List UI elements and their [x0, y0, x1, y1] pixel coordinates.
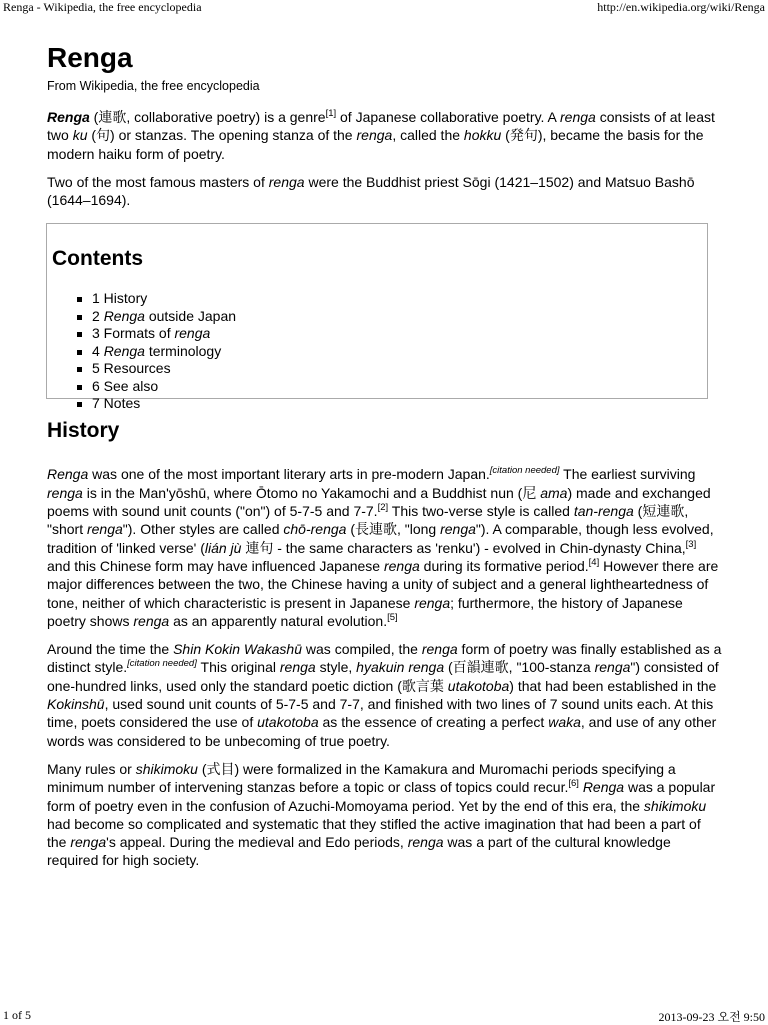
print-footer: [0, 1008, 768, 1024]
text-run: was a popular form of poetry even in the confusion of Azuchi-Momoyama period. Yet by the end of this era, the: [47, 779, 716, 814]
italic-term: chō-renga: [283, 521, 347, 538]
text-run: (短連歌, "short: [47, 503, 689, 538]
page-title: Renga: [47, 42, 133, 73]
reference-link[interactable]: [1]: [325, 108, 337, 119]
bold-term: Renga: [47, 109, 90, 125]
text-run: form of poetry was finally established as a distinct style.: [47, 641, 722, 676]
toc-item-em[interactable]: Renga: [103, 307, 145, 324]
text-run: (連歌, collaborative poetry) is a genre: [89, 109, 326, 125]
print-footer-page: 1 of 5: [3, 1008, 31, 1022]
toc-item-text[interactable]: 1 History: [92, 290, 148, 307]
reference-link[interactable]: [3]: [685, 538, 697, 550]
text-run: ) made and exchanged poems with sound unit counts ("on") of 5-7-5 and 7-7.: [47, 484, 711, 520]
reference-link[interactable]: [6]: [568, 778, 579, 790]
toc-item-suffix[interactable]: terminology: [144, 342, 222, 359]
text-run: had become so complicated and systematic that they stifled the active imagination that had been a part of the: [47, 815, 701, 851]
article-content: [47, 40, 722, 880]
italic-term: renga: [268, 173, 305, 190]
text-run: ") consisted of one-hundred links, used only the standard poetic diction (歌言葉: [47, 659, 719, 694]
text-run: as the essence of creating a perfect: [318, 714, 549, 731]
text-run: (発句), became the basis for the modern haiku form of poetry.: [47, 127, 704, 162]
toc-item-text[interactable]: 6 See also: [92, 377, 159, 394]
text-run: is in the Man'yōshū, where Ōtomo no Yakamochi and a Buddhist nun (尼: [82, 484, 541, 501]
text-run: (長連歌, "long: [346, 521, 441, 538]
italic-term: renga: [407, 834, 444, 851]
toc-item-text[interactable]: 2: [92, 307, 104, 324]
text-run: was a part of the cultural knowledge required for high society.: [47, 834, 671, 869]
italic-term: renga: [133, 612, 170, 629]
text-run: was one of the most important literary arts in pre-modern Japan.: [88, 466, 490, 483]
text-run: However there are major differences between the two, the Chinese having a unity of subject and a general lightheartedness of tone, neither of which characteristic is present in Japanese: [47, 557, 719, 611]
section-heading-history: History: [47, 419, 120, 443]
text-run: was compiled, the: [302, 641, 422, 658]
table-of-contents: [46, 223, 708, 412]
history-paragraph-2: [47, 640, 722, 750]
italic-term: renga: [86, 521, 123, 538]
italic-term: renga: [440, 521, 476, 538]
toc-item-text[interactable]: 5 Resources: [92, 360, 171, 377]
italic-term: shikimoku: [135, 760, 198, 777]
text-run: This two-verse style is called: [388, 503, 574, 520]
text-run: Many rules or: [47, 760, 136, 777]
text-run: , and use of any other words was considered to be unbecoming of true poetry.: [47, 714, 717, 749]
text-run: The earliest surviving: [559, 466, 696, 483]
italic-term: renga: [356, 127, 393, 144]
text-run: , called the: [392, 127, 464, 144]
text-run: were the Buddhist priest Sōgi (1421–1502) and Matsuo Bashō (1644–1694).: [47, 173, 695, 209]
toc-item-em[interactable]: renga: [174, 325, 211, 342]
toc-item[interactable]: [77, 290, 701, 308]
intro-paragraph-1: [47, 108, 722, 163]
italic-term: renga: [594, 659, 631, 676]
toc-item-text[interactable]: 4: [92, 342, 104, 359]
italic-term: ama: [540, 484, 568, 501]
print-header: [0, 0, 768, 16]
text-run: 's appeal. During the medieval and Edo periods,: [106, 834, 408, 851]
italic-term: hyakuin renga: [356, 659, 445, 676]
text-run: ; furthermore, the history of Japanese poetry shows: [47, 594, 683, 629]
text-run: 連句 - the same characters as 'renku') - evolved in Chin-dynasty China,: [241, 539, 686, 556]
toc-item-em[interactable]: Renga: [103, 342, 145, 359]
italic-term: hokku: [463, 127, 502, 144]
reference-link[interactable]: [2]: [377, 502, 389, 514]
page-subtitle: From Wikipedia, the free encyclopedia: [47, 79, 260, 93]
toc-list: [52, 290, 701, 413]
toc-item[interactable]: [77, 378, 701, 396]
italic-term: Kokinshū: [47, 696, 105, 713]
italic-term: tan-renga: [573, 503, 634, 520]
italic-term: renga: [383, 557, 420, 574]
toc-item[interactable]: [77, 308, 701, 326]
toc-item[interactable]: [77, 395, 701, 413]
text-run: style,: [315, 659, 357, 676]
citation-needed-link[interactable]: [citation needed]: [489, 465, 560, 477]
italic-term: renga: [47, 484, 83, 501]
text-run: and this Chinese form may have influenced Japanese: [47, 557, 384, 574]
citation-needed-link[interactable]: [citation needed]: [127, 658, 197, 670]
italic-term: lián jù: [204, 539, 242, 556]
text-run: "). A comparable, though less evolved, tradition of 'linked verse' (: [47, 521, 714, 556]
toc-item-text[interactable]: 7 Notes: [92, 395, 141, 412]
italic-term: Renga: [47, 466, 89, 483]
italic-term: waka: [548, 714, 581, 731]
toc-item-text[interactable]: 3 Formats of: [92, 325, 175, 342]
toc-item[interactable]: [77, 360, 701, 378]
intro-paragraph-2: [47, 173, 722, 210]
text-run: during its formative period.: [419, 557, 589, 574]
text-run: (句) or stanzas. The opening stanza of the: [87, 127, 357, 144]
italic-term: ku: [72, 127, 88, 144]
reference-link[interactable]: [4]: [588, 556, 600, 568]
text-run: ) that had been established in the: [509, 677, 717, 694]
italic-term: renga: [421, 641, 458, 658]
italic-term: renga: [279, 659, 316, 676]
text-run: "). Other styles are called: [122, 521, 284, 538]
italic-term: Renga: [582, 779, 625, 796]
italic-term: renga: [560, 109, 596, 125]
toc-item[interactable]: [77, 325, 701, 343]
text-run: as an apparently natural evolution.: [169, 612, 388, 629]
italic-term: Shin Kokin Wakashū: [173, 641, 303, 658]
text-run: This original: [196, 659, 280, 676]
text-run: Two of the most famous masters of: [47, 173, 269, 190]
print-footer-datetime: 2013-09-23 오전 9:50: [658, 1010, 765, 1024]
text-run: (式目) were formalized in the Kamakura and Muromachi periods specifying a minimum number of intervening stanzas before a topic or class of topics could recur.: [47, 760, 676, 796]
italic-term: renga: [70, 834, 107, 851]
italic-term: utakotoba: [257, 714, 319, 731]
italic-term: utakotoba: [447, 677, 510, 694]
print-header-title: Renga - Wikipedia, the free encyclopedia: [3, 0, 202, 14]
print-header-url: http://en.wikipedia.org/wiki/Renga: [597, 0, 765, 14]
toc-item-suffix[interactable]: outside Japan: [144, 307, 237, 324]
text-run: (百韻連歌, "100-stanza: [444, 659, 595, 676]
text-run: , used sound unit counts of 5-7-5 and 7-7, and finished with two lines of 7 sound units each. At this time, poets considered the use of: [47, 696, 714, 731]
reference-link[interactable]: [5]: [387, 611, 398, 623]
history-paragraph-1: [47, 465, 722, 630]
text-run: Around the time the: [47, 641, 174, 658]
history-paragraph-3: [47, 760, 722, 870]
toc-item[interactable]: [77, 343, 701, 361]
italic-term: renga: [414, 594, 451, 611]
toc-title: Contents: [52, 247, 143, 271]
text-run: of Japanese collaborative poetry. A: [336, 109, 561, 125]
text-run: consists of at least two: [47, 109, 715, 144]
italic-term: shikimoku: [643, 797, 707, 814]
